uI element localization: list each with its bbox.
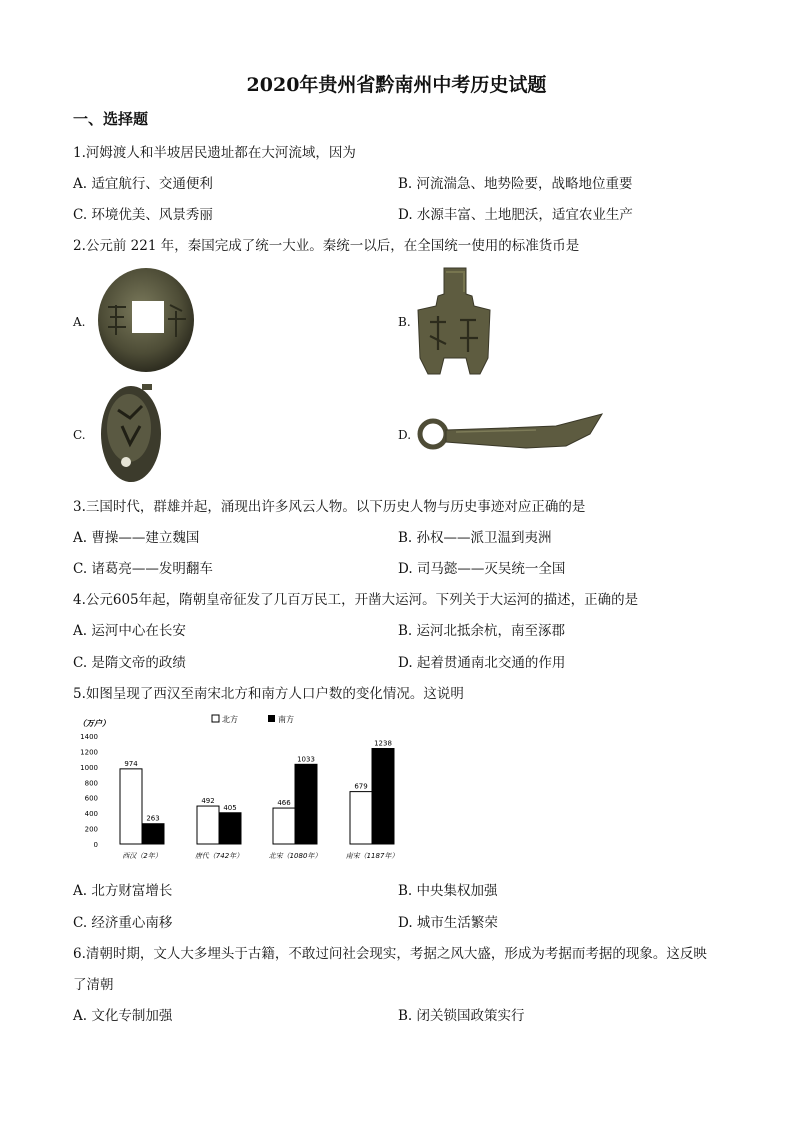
- legend-swatch-north: [212, 715, 219, 722]
- question-2-option-a[interactable]: A.: [73, 315, 86, 329]
- question-1-option-b[interactable]: B. 河流湍急、地势险要，战略地位重要: [398, 176, 633, 192]
- chart-y-tick-label: 1000: [80, 763, 98, 772]
- question-3-option-b[interactable]: B. 孙权——派卫温到夷洲: [398, 530, 552, 546]
- question-4-option-c[interactable]: C. 是隋文帝的政绩: [73, 655, 186, 671]
- question-1-option-d[interactable]: D. 水源丰富、土地肥沃，适宜农业生产: [398, 207, 633, 223]
- question-5-option-b[interactable]: B. 中央集权加强: [398, 883, 498, 899]
- chart-data-label: 263: [146, 814, 160, 823]
- question-2-stem: 2.公元前 221 年，秦国完成了统一大业。秦统一以后，在全国统一使用的标准货币是: [73, 238, 580, 254]
- question-4-stem: 4.公元605年起，隋朝皇帝征发了几百万民工，开凿大运河。下列关于大运河的描述，正确的是: [73, 592, 639, 608]
- chart-bar: [350, 792, 372, 844]
- chart-x-tick-label: 南宋（1187年）: [345, 852, 399, 860]
- question-2-option-d[interactable]: D.: [398, 428, 412, 442]
- question-6-stem-line-2: 了清朝: [73, 977, 114, 993]
- chart-data-label: 1033: [297, 755, 315, 764]
- question-3-option-c[interactable]: C. 诸葛亮——发明翻车: [73, 561, 213, 577]
- chart-bar: [197, 806, 219, 844]
- question-3-option-d[interactable]: D. 司马懿——灭吴统一全国: [398, 561, 566, 577]
- question-5-option-c[interactable]: C. 经济重心南移: [73, 915, 173, 931]
- question-6-option-a[interactable]: A. 文化专制加强: [73, 1008, 173, 1024]
- chart-y-tick-label: 200: [84, 825, 98, 834]
- spade-coin-image: [416, 266, 494, 378]
- question-3-option-a[interactable]: A. 曹操——建立魏国: [73, 530, 200, 546]
- legend-swatch-south: [268, 715, 275, 722]
- chart-y-tick-label: 400: [84, 810, 98, 819]
- chart-data-label: 974: [124, 759, 138, 768]
- legend-label-south: 南方: [278, 715, 294, 724]
- chart-x-tick-label: 北宋（1080年）: [268, 852, 322, 860]
- chart-bar: [273, 808, 295, 844]
- legend-label-north: 北方: [222, 715, 238, 724]
- chart-data-label: 466: [277, 799, 291, 808]
- chart-data-label: 679: [354, 782, 368, 791]
- chart-data-label: 1238: [374, 739, 392, 748]
- question-6-option-b[interactable]: B. 闭关锁国政策实行: [398, 1008, 525, 1024]
- chart-bar: [120, 769, 142, 844]
- chart-x-tick-label: 唐代（742年）: [194, 852, 244, 860]
- chart-data-label: 492: [201, 797, 215, 806]
- question-2-option-c[interactable]: C.: [73, 428, 86, 442]
- chart-y-unit-label: （万户）: [78, 719, 110, 728]
- chart-y-tick-label: 0: [93, 841, 98, 849]
- chart-y-tick-label: 1200: [80, 748, 98, 757]
- question-5-option-d[interactable]: D. 城市生活繁荣: [398, 915, 498, 931]
- chart-bar: [142, 824, 164, 844]
- question-6-stem-line-1: 6.清朝时期，文人大多埋头于古籍，不敢过问社会现实，考据之风大盛，形成为考据而考据的现象。这反映: [73, 946, 707, 962]
- question-4-option-a[interactable]: A. 运河中心在长安: [73, 623, 186, 639]
- question-5-option-a[interactable]: A. 北方财富增长: [73, 883, 173, 899]
- ban-liang-coin-image: [96, 265, 196, 375]
- chart-bar: [372, 748, 394, 844]
- chart-bar: [295, 764, 317, 844]
- ant-nose-coin-image: [96, 382, 166, 484]
- chart-x-tick-label: 西汉（2年）: [122, 852, 162, 860]
- question-4-option-d[interactable]: D. 起着贯通南北交通的作用: [398, 655, 566, 671]
- section-heading: 一、选择题: [73, 110, 149, 128]
- coin-a-inscription: 半两: [104, 298, 120, 307]
- question-4-option-b[interactable]: B. 运河北抵余杭，南至涿郡: [398, 623, 566, 639]
- chart-y-tick-label: 600: [84, 794, 98, 803]
- chart-y-tick-label: 1400: [80, 733, 98, 741]
- question-1-option-a[interactable]: A. 适宜航行、交通便利: [73, 176, 213, 192]
- chart-y-tick-label: 800: [84, 779, 98, 788]
- question-2-option-b[interactable]: B.: [398, 315, 411, 329]
- population-chart: [70, 710, 410, 868]
- question-1-stem: 1.河姆渡人和半坡居民遗址都在大河流域，因为: [73, 145, 356, 161]
- question-1-option-c[interactable]: C. 环境优美、风景秀丽: [73, 207, 213, 223]
- chart-data-label: 405: [223, 803, 237, 812]
- question-3-stem: 3.三国时代，群雄并起，涌现出许多风云人物。以下历史人物与历史事迹对应正确的是: [73, 499, 586, 515]
- knife-coin-image: [416, 408, 606, 460]
- chart-bar: [219, 813, 241, 844]
- page-title: 2020年贵州省黔南州中考历史试题: [246, 74, 547, 96]
- question-5-stem: 5.如图呈现了西汉至南宋北方和南方人口户数的变化情况。这说明: [73, 686, 464, 702]
